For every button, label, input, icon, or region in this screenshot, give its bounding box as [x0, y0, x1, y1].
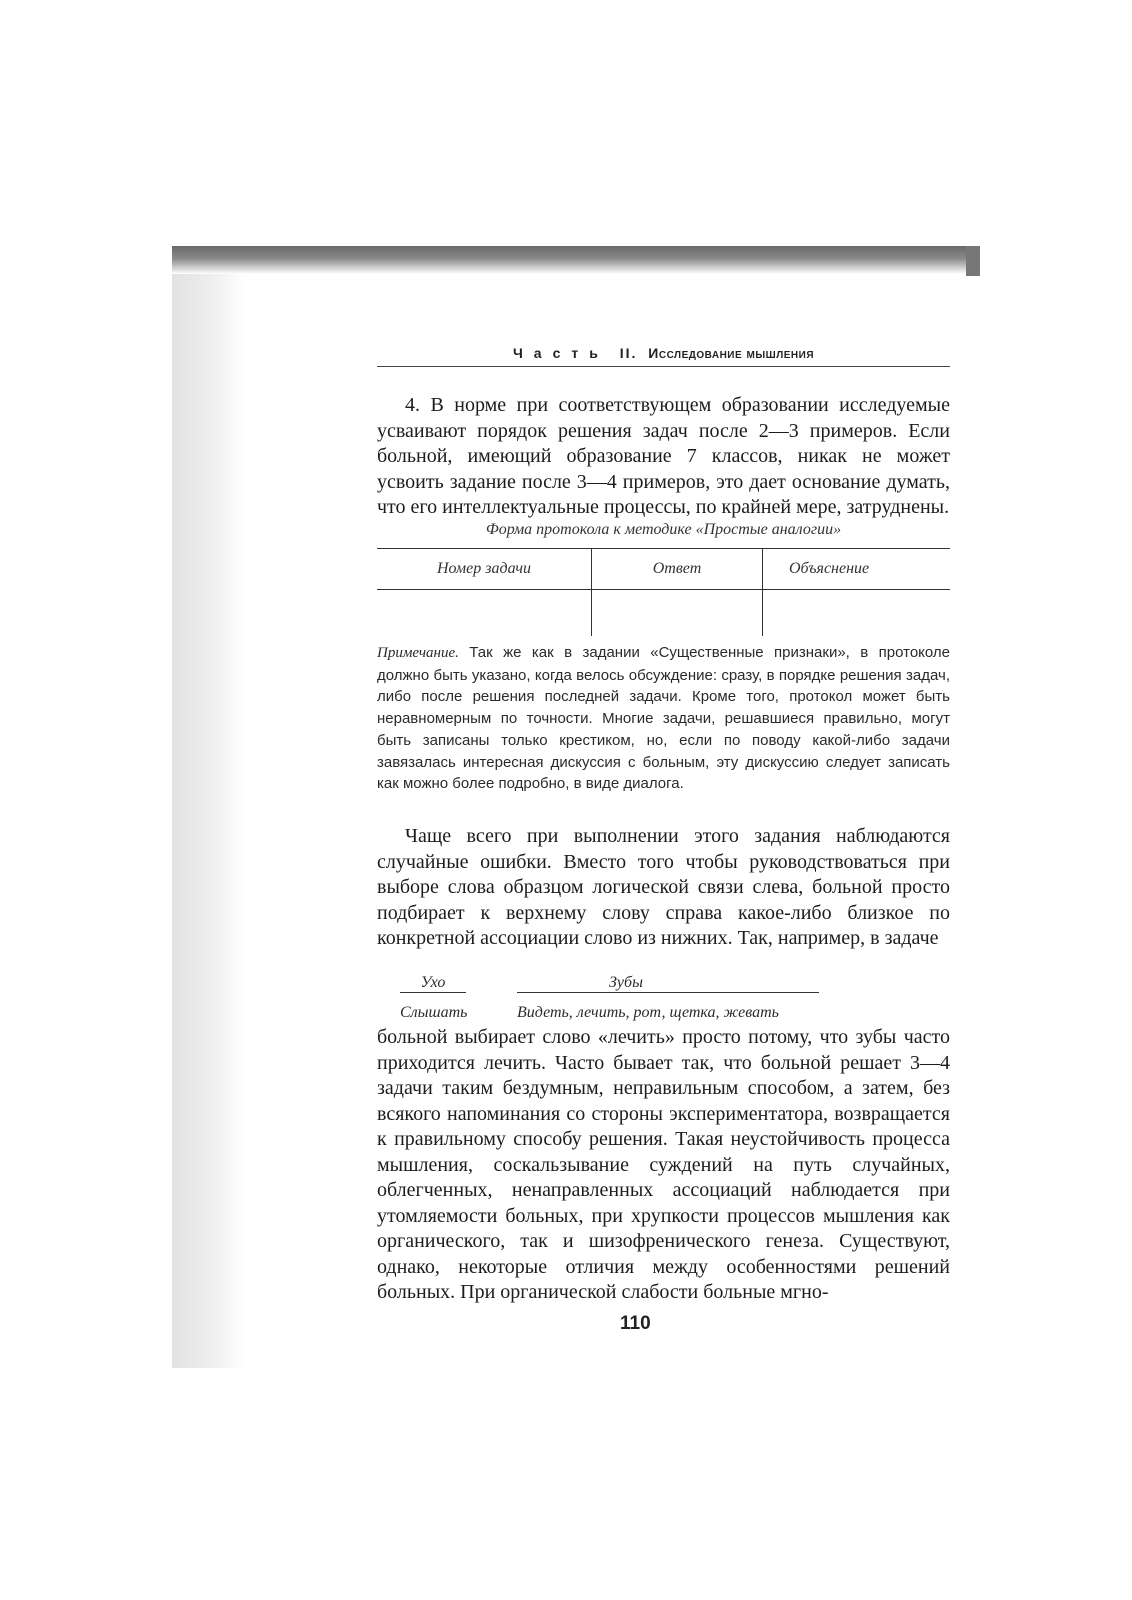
- page-number: 110: [620, 1313, 651, 1334]
- cell-answer: [592, 590, 763, 637]
- paragraph-1: [377, 393, 950, 521]
- note: [377, 642, 950, 795]
- running-head-part-number: II.: [619, 345, 638, 361]
- table-caption: Форма протокола к методике «Простые аналогии»: [485, 521, 842, 538]
- running-head-part-word: Часть: [512, 345, 609, 361]
- protocol-table-empty-row: [377, 590, 950, 637]
- example-left-top: Ухо: [400, 974, 466, 993]
- example-top-row: [400, 974, 850, 998]
- cell-explanation: [763, 590, 951, 637]
- note-text: Так же как в задании «Существенные признаки», в протоколе должно быть указано, когда велось обсуждение: сразу, в порядке решения задач, либо после решения последней задачи. Кроме того, протокол может быть неравномерным по точности. Многие задачи, решавшиеся правильно, могут быть записаны только крестиком, но, если по поводу какой-либо задачи завязалась интересная дискуссия с больным, эту дискуссию следует записать как можно более подробно, в виде диалога.: [377, 644, 950, 793]
- example-right-bottom: Видеть, лечить, рот, щетка, жевать: [517, 1004, 779, 1021]
- note-label: Примечание.: [377, 645, 459, 661]
- example-left-bottom: Слышать: [400, 1004, 468, 1021]
- example-right-top: Зубы: [517, 974, 819, 993]
- paragraph-3-text: больной выбирает слово «лечить» просто потому, что зубы часто приходится лечить. Часто бывает так, что больной решает 3—4 задачи таким бездумным, неправильным способом, а затем, без всякого напоминания со стороны экспериментатора, возвращается к правильному способу решения. Такая неустойчивость процесса мышления, соскальзывание суждений на путь случайных, облегченных, ненаправленных ассоциаций наблюдается при утомляемости больных, при хрупкости процессов мышления как органического, так и шизофренического генеза. Существуют, однако, некоторые отличия между особенностями решений больных. При органической слабости больные мгно-: [377, 1026, 950, 1303]
- paragraph-1-text: 4. В норме при соответствующем образовании исследуемые усваивают порядок решения задач после 2—3 примеров. Если больной, имеющий образование 7 классов, никак не может усвоить задание после 3—4 примеров, это дает основание думать, что его интеллектуальные процессы, по крайней мере, затруднены.: [377, 394, 950, 518]
- header-task-number: Номер задачи: [377, 549, 592, 590]
- paragraph-2: [377, 824, 950, 952]
- running-head: [377, 345, 950, 367]
- protocol-table-header-row: [377, 549, 950, 590]
- header-answer: Ответ: [592, 549, 763, 590]
- protocol-table: [377, 548, 950, 636]
- running-head-section-title: Исследование мышления: [648, 345, 815, 361]
- paragraph-3: [377, 1025, 950, 1306]
- paragraph-2-text: Чаще всего при выполнении этого задания наблюдаются случайные ошибки. Вместо того чтобы руководствоваться при выборе слова образцом логической связи слева, больной просто подбирает к верхнему слову справа какое-либо близкое по конкретной ассоциации слово из нижних. Так, например, в задаче: [377, 825, 950, 949]
- cell-task-number: [377, 590, 592, 637]
- analogy-example: [400, 974, 850, 1028]
- header-explanation: Объяснение: [763, 549, 951, 590]
